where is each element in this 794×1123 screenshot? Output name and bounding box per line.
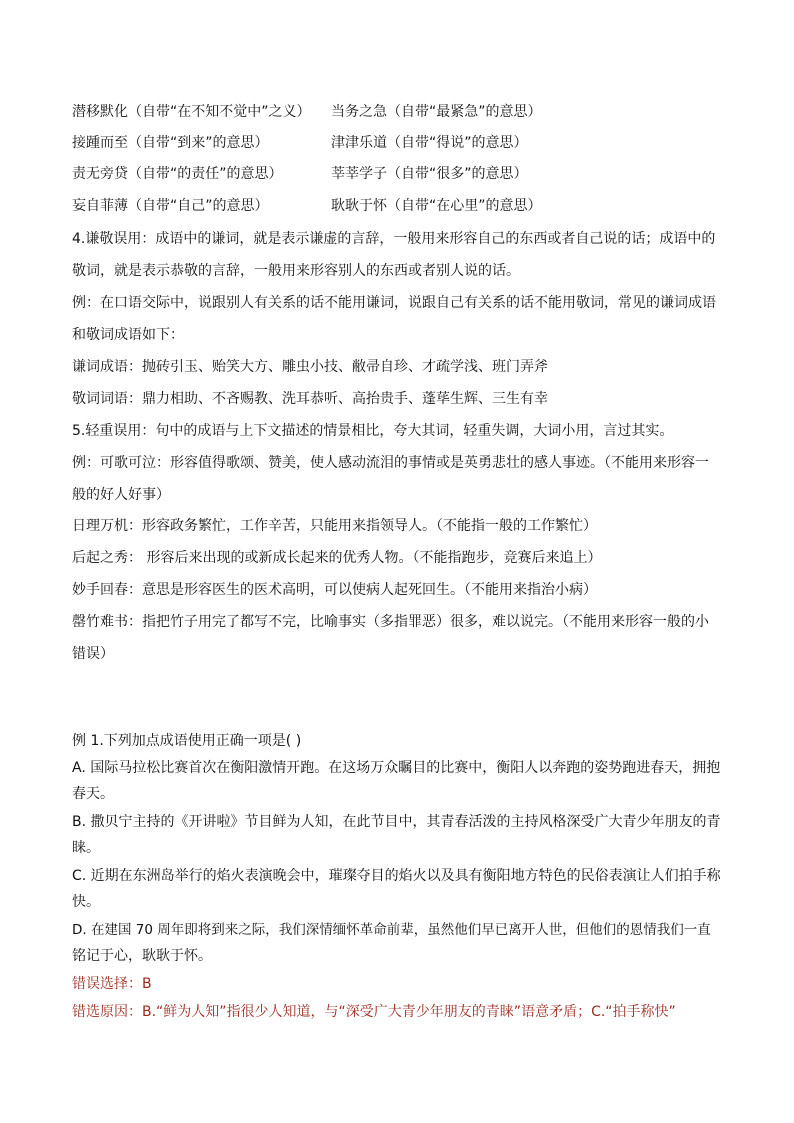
idiom-left: 潜移默化（自带“在不知不觉中”之义）	[72, 104, 311, 120]
question-stem: 例 1.下列加点成语使用正确一项是( )	[72, 733, 302, 749]
idiom-right: 莘莘学子（自带“很多”的意思）	[331, 166, 528, 182]
section5-line: 例：可歌可泣：形容值得歌颂、赞美，使人感动流泪的事情或是英勇悲壮的感人事迹。（不能用来形容一	[72, 455, 709, 471]
section4-line: 4.谦敬误用：成语中的谦词，就是表示谦虚的言辞，一般用来形容自己的东西或者自己说的话；成语中的	[72, 231, 716, 247]
section4-line: 谦词成语：抛砖引玉、贻笑大方、雕虫小技、敝帚自珍、才疏学浅、班门弄斧	[72, 359, 548, 375]
idiom-left: 责无旁贷（自带“的责任”的意思）	[72, 166, 283, 182]
idiom-right: 耿耿于怀（自带“在心里”的意思）	[331, 198, 542, 214]
option-line: 睐。	[72, 840, 100, 856]
section4-line: 敬词词语：鼎力相助、不吝赐教、洗耳恭听、高抬贵手、蓬荜生辉、三生有幸	[72, 391, 548, 407]
section4-line: 例：在口语交际中，说跟别人有关系的话不能用谦词，说跟自己有关系的话不能用敬词，常见的谦词成语	[72, 295, 716, 311]
wrong-reason: 错选原因：B.“鲜为人知”指很少人知道，与“深受广大青少年朋友的青睐”语意矛盾；C.“拍手称快”	[72, 1004, 676, 1020]
idiom-left: 接踵而至（自带“到来”的意思）	[72, 135, 269, 151]
option-line: B. 撒贝宁主持的《开讲啦》节目鲜为人知，在此节目中，其青春活泼的主持风格深受广大青少年朋友的青	[72, 814, 721, 830]
option-line: D. 在建国 70 周年即将到来之际，我们深情缅怀革命前辈，虽然他们早已离开人世，但他们的恩情我们一直	[72, 922, 711, 938]
option-line: 快。	[72, 894, 100, 910]
option-line: A. 国际马拉松比赛首次在衡阳激情开跑。在这场万众瞩目的比赛中，衡阳人以奔跑的姿势跑进春天，拥抱	[72, 760, 721, 776]
idiom-left: 妄自菲薄（自带“自己”的意思）	[72, 198, 269, 214]
section4-line: 和敬词成语如下：	[72, 327, 184, 343]
section5-line: 罄竹难书：指把竹子用完了都写不完，比喻事实（多指罪恶）很多，难以说完。（不能用来形容一般的小	[72, 614, 709, 630]
section5-line: 日理万机：形容政务繁忙，工作辛苦，只能用来指领导人。（不能指一般的工作繁忙）	[72, 518, 597, 534]
idiom-right: 当务之急（自带“最紧急”的意思）	[331, 104, 542, 120]
section5-line: 妙手回春：意思是形容医生的医术高明，可以使病人起死回生。（不能用来指治小病）	[72, 582, 597, 598]
option-line: C. 近期在东洲岛举行的焰火表演晚会中，璀璨夺目的焰火以及具有衡阳地方特色的民俗表演让人们拍手称	[72, 868, 721, 884]
section5-line: 错误）	[72, 646, 114, 662]
section4-line: 敬词，就是表示恭敬的言辞，一般用来形容别人的东西或者别人说的话。	[72, 263, 520, 279]
idiom-right: 津津乐道（自带“得说”的意思）	[331, 135, 528, 151]
option-line: 春天。	[72, 786, 114, 802]
section5-line: 5.轻重误用：句中的成语与上下文描述的情景相比，夸大其词，轻重失调，大词小用，言过其实。	[72, 423, 674, 439]
option-line: 铭记于心，耿耿于怀。	[72, 948, 212, 964]
wrong-choice: 错误选择：B	[72, 976, 152, 992]
section5-line: 后起之秀： 形容后来出现的或新成长起来的优秀人物。（不能指跑步，竞赛后来追上）	[72, 550, 602, 566]
section5-line: 般的好人好事）	[72, 487, 170, 503]
